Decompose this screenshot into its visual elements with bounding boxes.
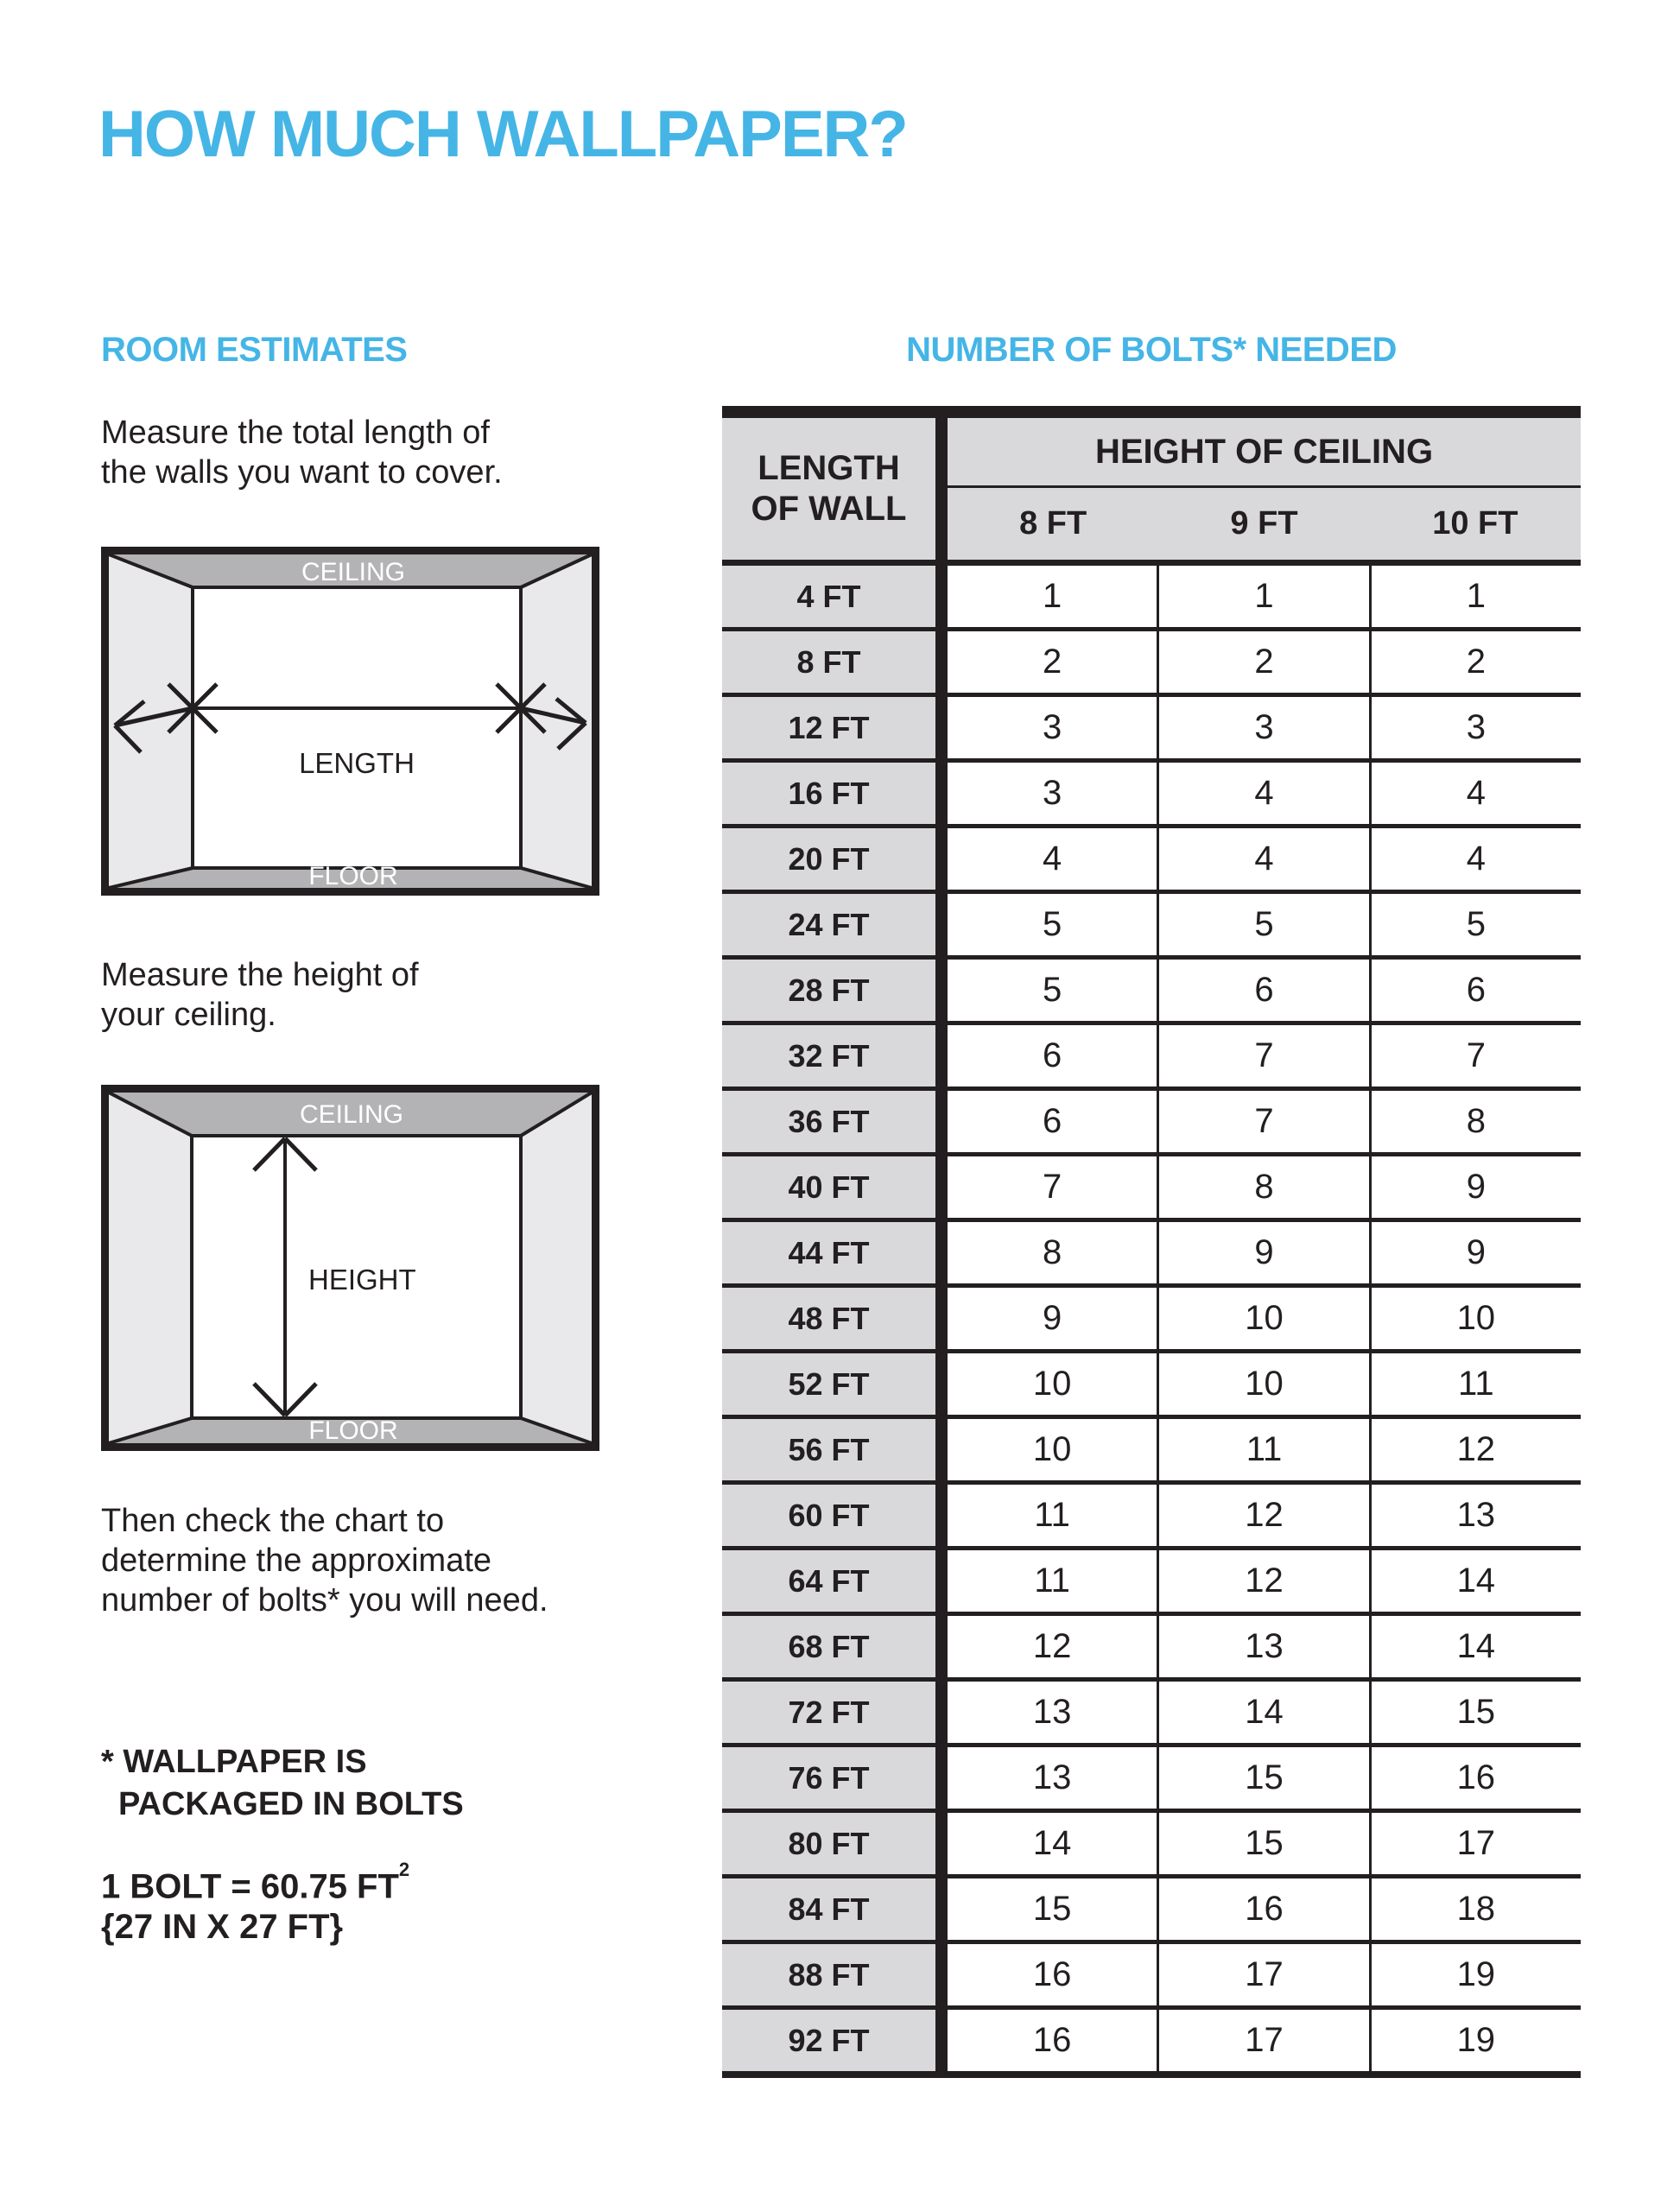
bolt-count-cell: 19 [1369, 1944, 1581, 2005]
table-row [722, 1813, 1581, 1878]
column-divider [935, 1485, 948, 1546]
table-row [722, 1944, 1581, 2010]
bolt-count-cell: 10 [948, 1419, 1157, 1480]
floor-label: FLOOR [308, 862, 398, 890]
bolt-count-cell: 6 [948, 1091, 1157, 1152]
row-label: 76 FT [722, 1747, 935, 1809]
row-label: 56 FT [722, 1419, 935, 1480]
bolt-count-cell: 6 [948, 1025, 1157, 1086]
bolt-count-cell: 13 [948, 1682, 1157, 1743]
column-divider [935, 1813, 948, 1874]
table-row [722, 828, 1581, 894]
table-row [722, 1288, 1581, 1353]
bolt-count-cell: 14 [1157, 1682, 1368, 1743]
bolt-count-cell: 3 [1369, 697, 1581, 758]
table-row [722, 894, 1581, 960]
column-divider [935, 1025, 948, 1086]
bolt-definition [101, 1859, 409, 1948]
text-line [101, 1859, 409, 1907]
row-label: 92 FT [722, 2010, 935, 2071]
ceiling-label: CEILING [301, 558, 406, 586]
back-wall [193, 587, 521, 868]
row-label: 72 FT [722, 1682, 935, 1743]
column-divider [935, 1288, 948, 1349]
ceiling-height-header-group [948, 418, 1581, 560]
superscript-2: 2 [398, 1859, 410, 1880]
bolt-count-cell: 8 [1369, 1091, 1581, 1152]
room-height-diagram [101, 1085, 599, 1451]
table-row [722, 1682, 1581, 1747]
bolt-count-cell: 14 [1369, 1616, 1581, 1677]
right-wall [521, 1093, 592, 1443]
column-divider [935, 1878, 948, 1940]
table-row [722, 1091, 1581, 1156]
bolt-count-cell: 7 [1157, 1091, 1368, 1152]
column-divider [935, 566, 948, 627]
bolt-count-cell: 18 [1369, 1878, 1581, 1940]
bolt-count-cell: 17 [1157, 2010, 1368, 2071]
ceiling-height-columns [948, 488, 1581, 560]
table-row [722, 1747, 1581, 1813]
instruction-measure-length [101, 413, 503, 492]
row-label: 68 FT [722, 1616, 935, 1677]
bolts-table [722, 406, 1581, 2078]
row-label: 12 FT [722, 697, 935, 758]
row-label: 80 FT [722, 1813, 935, 1874]
bolt-count-cell: 4 [1157, 763, 1368, 824]
bolt-count-cell: 10 [948, 1353, 1157, 1415]
text-line: the walls you want to cover. [101, 454, 503, 491]
bolt-count-cell: 1 [1369, 566, 1581, 627]
height-of-ceiling-header: HEIGHT OF CEILING [1094, 432, 1434, 471]
col-header-9ft: 9 FT [1230, 505, 1298, 542]
row-label: 60 FT [722, 1485, 935, 1546]
bolt-count-cell: 3 [1157, 697, 1368, 758]
bolt-count-cell: 4 [1369, 828, 1581, 890]
bolt-count-cell: 9 [948, 1288, 1157, 1349]
ceiling-label: CEILING [299, 1100, 404, 1129]
col-header-8ft: 8 FT [1019, 505, 1087, 542]
length-of-wall-header [722, 418, 935, 560]
room-length-diagram [101, 547, 599, 896]
bolt-count-cell: 15 [1157, 1747, 1368, 1809]
table-row [722, 566, 1581, 631]
column-divider [935, 894, 948, 955]
instruction-measure-height [101, 955, 419, 1035]
bolt-count-cell: 9 [1157, 1222, 1368, 1283]
bolt-count-cell: 19 [1369, 2010, 1581, 2071]
bolt-count-cell: 2 [948, 631, 1157, 693]
bolt-count-cell: 17 [1157, 1944, 1368, 2005]
bolt-count-cell: 6 [1369, 960, 1581, 1021]
bolt-count-cell: 17 [1369, 1813, 1581, 1874]
header-line: LENGTH [758, 449, 900, 487]
bolt-count-cell: 15 [948, 1878, 1157, 1940]
column-divider [935, 1353, 948, 1415]
table-row [722, 960, 1581, 1025]
column-divider [935, 1747, 948, 1809]
column-divider [935, 1156, 948, 1218]
bolt-count-cell: 16 [948, 2010, 1157, 2071]
text-line: Measure the total length of [101, 415, 490, 451]
table-top-bar [722, 406, 1581, 418]
bolt-count-cell: 10 [1157, 1353, 1368, 1415]
bolt-count-cell: 1 [1157, 566, 1368, 627]
row-label: 16 FT [722, 763, 935, 824]
bolt-count-cell: 4 [1369, 763, 1581, 824]
row-label: 8 FT [722, 631, 935, 693]
column-divider [935, 2010, 948, 2071]
table-header [722, 418, 1581, 560]
bolt-count-cell: 16 [948, 1944, 1157, 2005]
bolt-count-cell: 10 [1157, 1288, 1368, 1349]
bolt-count-cell: 16 [1369, 1747, 1581, 1809]
column-divider [935, 1682, 948, 1743]
bolt-count-cell: 14 [1369, 1550, 1581, 1612]
table-row [722, 1878, 1581, 1944]
bolt-count-cell: 8 [948, 1222, 1157, 1283]
page-title: HOW MUCH WALLPAPER? [98, 98, 907, 171]
table-row [722, 1025, 1581, 1091]
bolt-count-cell: 13 [948, 1747, 1157, 1809]
row-label: 24 FT [722, 894, 935, 955]
table-row [722, 631, 1581, 697]
length-label: LENGTH [299, 747, 415, 779]
section-heading-room-estimates: ROOM ESTIMATES [101, 331, 408, 369]
text-line: {27 IN X 27 FT} [101, 1908, 344, 1947]
bolt-count-cell: 3 [948, 763, 1157, 824]
bolt-count-cell: 12 [1157, 1550, 1368, 1612]
column-divider [935, 631, 948, 693]
column-divider [935, 1222, 948, 1283]
bolt-count-cell: 7 [948, 1156, 1157, 1218]
height-label: HEIGHT [308, 1264, 416, 1296]
text-line: number of bolts* you will need. [101, 1582, 548, 1619]
bolt-count-cell: 2 [1369, 631, 1581, 693]
bolt-count-cell: 12 [948, 1616, 1157, 1677]
table-row [722, 1353, 1581, 1419]
bolt-count-cell: 10 [1369, 1288, 1581, 1349]
table-row [722, 1156, 1581, 1222]
bolt-count-cell: 14 [948, 1813, 1157, 1874]
column-divider [935, 1944, 948, 2005]
table-row [722, 1485, 1581, 1550]
bolt-count-cell: 5 [1157, 894, 1368, 955]
text-line: determine the approximate [101, 1543, 492, 1579]
bolt-count-cell: 4 [948, 828, 1157, 890]
row-label: 20 FT [722, 828, 935, 890]
text-line: Measure the height of [101, 957, 419, 993]
bolt-count-cell: 6 [1157, 960, 1368, 1021]
row-label: 28 FT [722, 960, 935, 1021]
wallpaper-bolts-footnote [101, 1741, 464, 1826]
bolt-count-cell: 11 [948, 1485, 1157, 1546]
bolt-count-cell: 5 [948, 894, 1157, 955]
bolt-count-cell: 11 [1369, 1353, 1581, 1415]
row-label: 40 FT [722, 1156, 935, 1218]
column-divider [935, 960, 948, 1021]
bolt-count-cell: 4 [1157, 828, 1368, 890]
table-row [722, 1222, 1581, 1288]
row-label: 4 FT [722, 566, 935, 627]
text-line: your ceiling. [101, 997, 276, 1033]
text-line: Then check the chart to [101, 1503, 445, 1539]
bolt-count-cell: 13 [1369, 1485, 1581, 1546]
table-row [722, 2010, 1581, 2078]
col-header-10ft: 10 FT [1432, 505, 1518, 542]
left-wall [109, 1093, 192, 1443]
row-label: 48 FT [722, 1288, 935, 1349]
bolt-table-body [722, 566, 1581, 2078]
bolt-count-cell: 15 [1157, 1813, 1368, 1874]
bolt-count-cell: 13 [1157, 1616, 1368, 1677]
row-label: 64 FT [722, 1550, 935, 1612]
column-divider [935, 828, 948, 890]
bolt-count-cell: 9 [1369, 1156, 1581, 1218]
bolt-count-cell: 5 [948, 960, 1157, 1021]
column-divider [935, 418, 948, 560]
bolt-count-cell: 1 [948, 566, 1157, 627]
row-label: 52 FT [722, 1353, 935, 1415]
table-row [722, 763, 1581, 828]
floor-label: FLOOR [308, 1416, 398, 1445]
column-divider [935, 763, 948, 824]
bolt-count-cell: 8 [1157, 1156, 1368, 1218]
row-label: 32 FT [722, 1025, 935, 1086]
column-divider [935, 1550, 948, 1612]
bolt-count-cell: 3 [948, 697, 1157, 758]
bolt-count-cell: 15 [1369, 1682, 1581, 1743]
column-divider [935, 1091, 948, 1152]
column-divider [935, 1419, 948, 1480]
bolt-count-cell: 12 [1157, 1485, 1368, 1546]
bolt-count-cell: 11 [1157, 1419, 1368, 1480]
text-line: * WALLPAPER IS [101, 1744, 367, 1780]
bolt-count-cell: 16 [1157, 1878, 1368, 1940]
column-divider [935, 697, 948, 758]
column-divider [935, 1616, 948, 1677]
instruction-check-chart [101, 1501, 548, 1620]
bolt-count-cell: 9 [1369, 1222, 1581, 1283]
row-label: 44 FT [722, 1222, 935, 1283]
row-label: 36 FT [722, 1091, 935, 1152]
header-line: OF WALL [751, 490, 907, 528]
section-heading-bolts-needed: NUMBER OF BOLTS* NEEDED [906, 331, 1397, 369]
text-line: PACKAGED IN BOLTS [118, 1786, 464, 1822]
bolt-equation: 1 BOLT = 60.75 FT [101, 1867, 399, 1906]
bolt-count-cell: 12 [1369, 1419, 1581, 1480]
table-row [722, 697, 1581, 763]
bolt-count-cell: 7 [1157, 1025, 1368, 1086]
bolt-count-cell: 11 [948, 1550, 1157, 1612]
header-bottom-rule [722, 560, 1581, 566]
bolt-count-cell: 7 [1369, 1025, 1581, 1086]
row-label: 88 FT [722, 1944, 935, 2005]
row-label: 84 FT [722, 1878, 935, 1940]
table-row [722, 1419, 1581, 1485]
bolt-count-cell: 5 [1369, 894, 1581, 955]
table-row [722, 1616, 1581, 1682]
table-row [722, 1550, 1581, 1616]
bolt-count-cell: 2 [1157, 631, 1368, 693]
